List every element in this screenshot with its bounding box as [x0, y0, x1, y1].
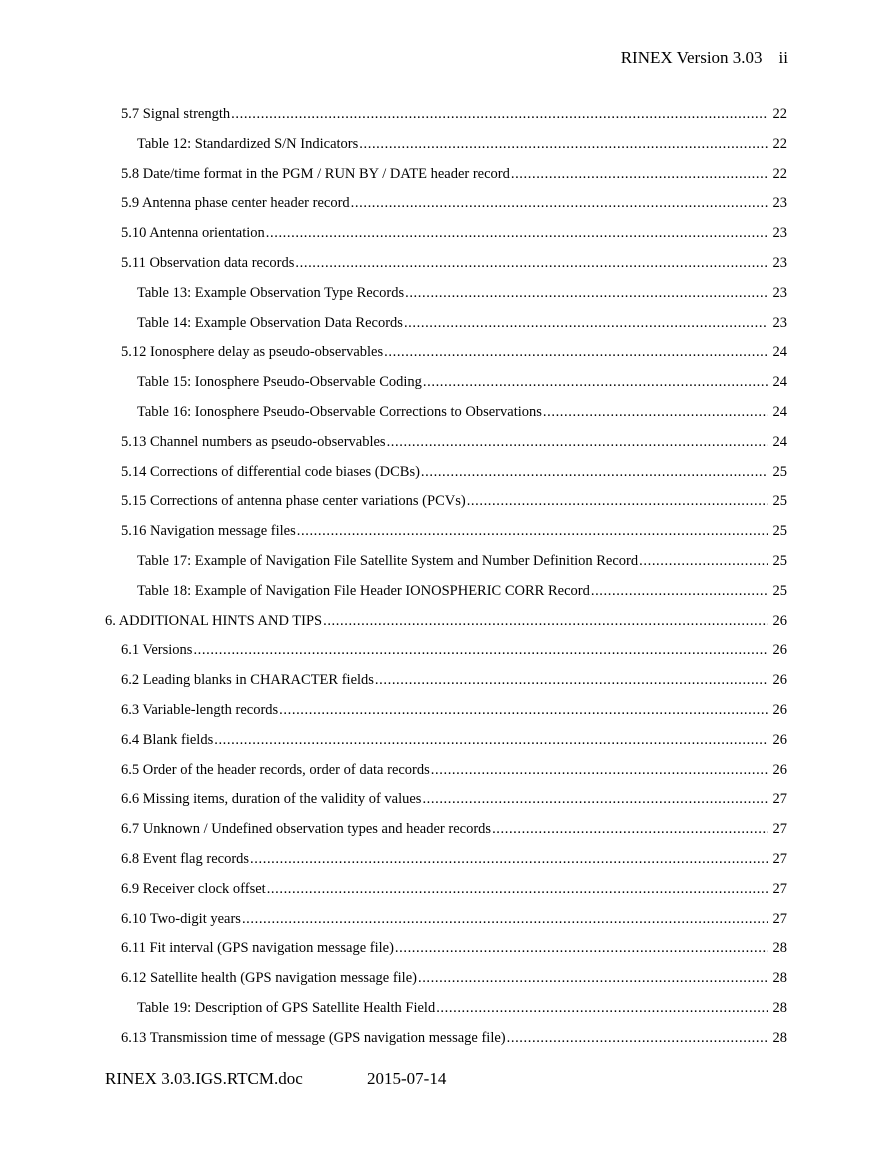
toc-entry[interactable] [137, 997, 787, 1019]
toc-entry-page: 26 [772, 702, 787, 718]
toc-entry[interactable] [121, 431, 787, 453]
toc-entry[interactable] [137, 312, 787, 334]
toc-entry-title: 6.13 Transmission time of message (GPS navigation message file) [121, 1029, 506, 1046]
toc-dot-leader [422, 788, 768, 810]
toc-entry-page: 26 [772, 731, 787, 748]
toc-entry-title: 6.9 Receiver clock offset [121, 880, 266, 897]
toc-entry-page: 25 [772, 463, 787, 480]
toc-entry[interactable] [121, 669, 787, 691]
toc-entry[interactable] [121, 967, 787, 989]
toc-entry[interactable] [121, 520, 787, 542]
toc-entry[interactable] [121, 490, 787, 512]
toc-dot-leader [193, 639, 768, 661]
toc-entry-page: 28 [772, 1029, 787, 1046]
page-number: ii [778, 48, 788, 67]
toc-entry-page: 27 [772, 851, 787, 867]
toc-entry-page: 27 [772, 821, 787, 838]
toc-entry-title: 5.9 Antenna phase center header record [121, 195, 350, 212]
toc-entry-page: 24 [772, 404, 787, 420]
toc-entry-title: 6.2 Leading blanks in CHARACTER fields [121, 672, 374, 689]
toc-entry[interactable] [121, 192, 787, 214]
toc-entry-title: Table 12: Standardized S/N Indicators [137, 135, 359, 152]
toc-entry-page: 28 [772, 970, 787, 987]
toc-entry-page: 22 [772, 106, 787, 122]
toc-entry[interactable] [121, 937, 787, 959]
page-footer [105, 1069, 447, 1089]
toc-entry-title: 6.3 Variable-length records [121, 702, 279, 718]
toc-dot-leader [423, 371, 768, 393]
toc-entry-page: 25 [772, 523, 787, 540]
toc-entry[interactable] [121, 908, 787, 930]
toc-entry-page: 28 [772, 940, 787, 957]
toc-entry[interactable] [121, 699, 787, 721]
toc-dot-leader [323, 610, 768, 632]
toc-dot-leader [421, 461, 768, 483]
toc-entry-page: 23 [772, 225, 787, 242]
toc-entry[interactable] [121, 252, 787, 274]
footer-filename: RINEX 3.03.IGS.RTCM.doc [105, 1069, 303, 1088]
toc-entry-title: 5.14 Corrections of differential code biases (DCBs) [121, 463, 420, 480]
toc-entry-page: 26 [772, 761, 787, 778]
toc-entry-page: 24 [772, 374, 787, 391]
toc-entry[interactable] [137, 133, 787, 155]
toc-entry-page: 22 [772, 165, 787, 182]
toc-entry-title: 5.10 Antenna orientation [121, 225, 265, 242]
toc-entry[interactable] [121, 1027, 787, 1049]
toc-dot-leader [214, 729, 768, 751]
toc-dot-leader [436, 997, 768, 1019]
toc-entry[interactable] [121, 759, 787, 781]
toc-entry-title: 6.12 Satellite health (GPS navigation message file) [121, 970, 417, 987]
toc-entry[interactable] [121, 818, 787, 840]
toc-entry[interactable] [121, 163, 787, 185]
toc-entry-title: 5.13 Channel numbers as pseudo-observables [121, 433, 386, 450]
toc-entry-title: 5.8 Date/time format in the PGM / RUN BY / DATE header record [121, 165, 510, 182]
toc-entry[interactable] [121, 222, 787, 244]
toc-entry-title: 6. ADDITIONAL HINTS AND TIPS [105, 612, 323, 629]
toc-dot-leader [266, 222, 768, 244]
toc-entry-title: Table 17: Example of Navigation File Satellite System and Number Definition Record [137, 553, 639, 569]
toc-entry[interactable] [137, 401, 787, 423]
toc-entry[interactable] [121, 461, 787, 483]
toc-dot-leader [639, 550, 768, 572]
toc-dot-leader [431, 759, 768, 781]
toc-dot-leader [395, 937, 768, 959]
toc-entry-page: 23 [772, 284, 787, 301]
toc-entry-title: Table 15: Ionosphere Pseudo-Observable Coding [137, 374, 422, 391]
toc-entry-title: 6.6 Missing items, duration of the validity of values [121, 791, 422, 808]
toc-entry-title: 6.4 Blank fields [121, 731, 214, 748]
toc-entry[interactable] [121, 341, 787, 363]
toc-dot-leader [405, 282, 768, 304]
toc-entry-page: 23 [772, 255, 787, 271]
toc-entry-page: 26 [772, 672, 787, 689]
toc-dot-leader [279, 699, 768, 721]
toc-dot-leader [387, 431, 768, 453]
toc-entry-title: 6.1 Versions [121, 642, 193, 659]
toc-entry-title: Table 19: Description of GPS Satellite Health Field [137, 1000, 436, 1016]
toc-entry-page: 22 [772, 135, 787, 152]
toc-entry-page: 28 [772, 1000, 787, 1016]
toc-entry-page: 26 [772, 642, 787, 659]
toc-entry-title: 6.5 Order of the header records, order of data records [121, 761, 430, 778]
toc-entry-title: Table 16: Ionosphere Pseudo-Observable Corrections to Observations [137, 404, 542, 420]
footer-date: 2015-07-14 [367, 1069, 447, 1088]
document-title: RINEX Version 3.03 [620, 48, 763, 67]
toc-dot-leader [543, 401, 768, 423]
toc-entry[interactable] [105, 610, 787, 632]
toc-dot-leader [242, 908, 768, 930]
page-header [621, 48, 788, 68]
toc-entry-title: 5.16 Navigation message files [121, 523, 296, 540]
toc-entry-page: 24 [772, 344, 787, 361]
toc-entry-page: 24 [772, 433, 787, 450]
toc-entry[interactable] [137, 550, 787, 572]
toc-dot-leader [297, 520, 768, 542]
toc-entry-page: 23 [772, 195, 787, 212]
toc-entry-title: 5.15 Corrections of antenna phase center variations (PCVs) [121, 493, 466, 510]
toc-dot-leader [375, 669, 768, 691]
toc-entry[interactable] [137, 580, 787, 602]
toc-entry[interactable] [121, 103, 787, 125]
toc-dot-leader [295, 252, 768, 274]
toc-dot-leader [359, 133, 768, 155]
toc-dot-leader [250, 848, 768, 870]
toc-entry[interactable] [121, 878, 787, 900]
toc-entry[interactable] [137, 371, 787, 393]
toc-dot-leader [467, 490, 768, 512]
toc-entry[interactable] [121, 788, 787, 810]
toc-entry-page: 25 [772, 553, 787, 569]
toc-entry-page: 23 [772, 314, 787, 331]
toc-entry-title: 5.7 Signal strength [121, 106, 231, 122]
toc-entry[interactable] [121, 848, 787, 870]
toc-dot-leader [231, 103, 768, 125]
toc-dot-leader [418, 967, 768, 989]
toc-dot-leader [591, 580, 768, 602]
toc-dot-leader [267, 878, 768, 900]
toc-entry[interactable] [121, 729, 787, 751]
toc-dot-leader [384, 341, 768, 363]
toc-dot-leader [404, 312, 768, 334]
toc-entry-page: 27 [772, 791, 787, 808]
toc-entry-title: Table 14: Example Observation Data Records [137, 314, 403, 331]
toc-entry-page: 25 [772, 582, 787, 599]
toc-entry-title: Table 18: Example of Navigation File Header IONOSPHERIC CORR Record [137, 582, 590, 599]
toc-dot-leader [507, 1027, 768, 1049]
toc-entry-page: 27 [772, 880, 787, 897]
toc-entry-title: 6.8 Event flag records [121, 851, 250, 867]
toc-entry-page: 25 [772, 493, 787, 510]
toc-entry-page: 26 [772, 612, 787, 629]
toc-dot-leader [511, 163, 768, 185]
toc-entry[interactable] [121, 639, 787, 661]
toc-entry-title: 6.10 Two-digit years [121, 910, 241, 927]
toc-entry-title: 5.12 Ionosphere delay as pseudo-observables [121, 344, 384, 361]
toc-entry-title: Table 13: Example Observation Type Records [137, 284, 405, 301]
toc-entry-title: 5.11 Observation data records [121, 255, 295, 271]
toc-entry[interactable] [137, 282, 787, 304]
toc-dot-leader [351, 192, 768, 214]
toc-entry-title: 6.7 Unknown / Undefined observation types and header records [121, 821, 492, 838]
toc-entry-page: 27 [772, 910, 787, 927]
toc-dot-leader [492, 818, 768, 840]
toc-entry-title: 6.11 Fit interval (GPS navigation message file) [121, 940, 394, 957]
